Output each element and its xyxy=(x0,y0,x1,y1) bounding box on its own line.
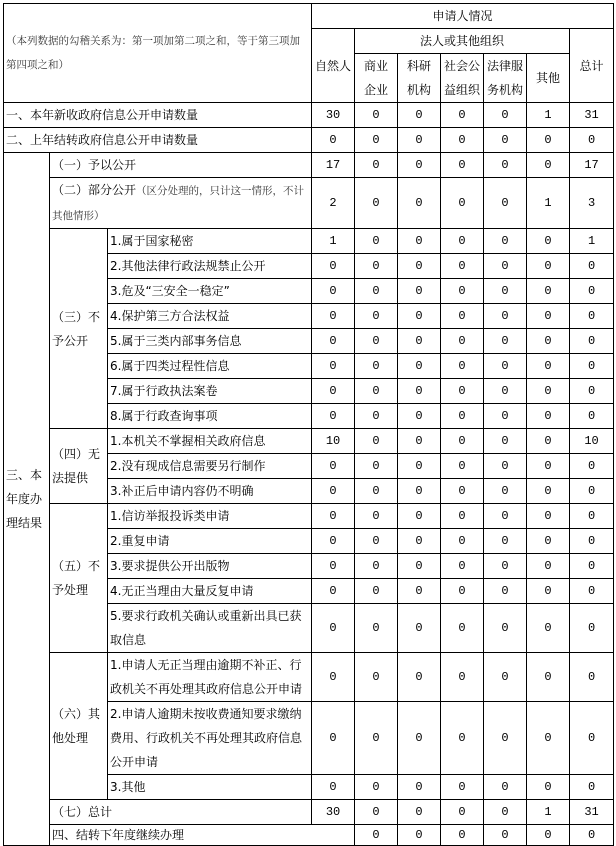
cell: 0 xyxy=(570,702,614,775)
cell: 1 xyxy=(312,229,355,254)
cell: 0 xyxy=(355,825,398,846)
row-label: 2.没有现成信息需要另行制作 xyxy=(108,454,312,479)
cell: 1 xyxy=(527,178,570,229)
cell: 30 xyxy=(312,103,355,128)
subsection-label: （五）不予处理 xyxy=(50,504,108,653)
cell: 0 xyxy=(527,379,570,404)
cell: 0 xyxy=(484,429,527,454)
cell: 0 xyxy=(398,454,441,479)
cell: 0 xyxy=(484,304,527,329)
header-note: （本列数据的勾稽关系为：第一项加第二项之和，等于第三项加第四项之和） xyxy=(4,4,312,103)
cell: 0 xyxy=(570,279,614,304)
cell: 0 xyxy=(484,354,527,379)
cell: 0 xyxy=(312,279,355,304)
row-label xyxy=(50,178,312,229)
cell: 0 xyxy=(312,404,355,429)
cell: 0 xyxy=(312,354,355,379)
cell: 0 xyxy=(570,504,614,529)
cell: 0 xyxy=(484,479,527,504)
cell: 0 xyxy=(484,254,527,279)
row-label: （七）总计 xyxy=(50,800,312,825)
cell: 0 xyxy=(484,504,527,529)
section3-label: 三、本年度办理结果 xyxy=(4,153,50,846)
cell: 0 xyxy=(312,775,355,800)
cell: 0 xyxy=(355,128,398,153)
cell: 0 xyxy=(570,604,614,653)
cell: 0 xyxy=(355,504,398,529)
cell: 0 xyxy=(441,178,484,229)
row-label: 5.属于三类内部事务信息 xyxy=(108,329,312,354)
header-public-welfare-line1: 社会公 xyxy=(444,59,481,73)
cell: 0 xyxy=(398,800,441,825)
cell: 0 xyxy=(570,454,614,479)
cell: 0 xyxy=(312,454,355,479)
header-applicant-group: 申请人情况 xyxy=(312,4,614,29)
table-row xyxy=(4,653,614,702)
row-label: 1.本机关不掌握相关政府信息 xyxy=(108,429,312,454)
row-label: 7.属于行政执法案卷 xyxy=(108,379,312,404)
cell: 0 xyxy=(312,579,355,604)
cell: 0 xyxy=(312,529,355,554)
cell: 0 xyxy=(312,329,355,354)
cell: 0 xyxy=(355,653,398,702)
cell: 0 xyxy=(355,329,398,354)
table-row xyxy=(4,128,614,153)
cell: 0 xyxy=(441,454,484,479)
row-label: 2.重复申请 xyxy=(108,529,312,554)
cell: 0 xyxy=(527,775,570,800)
row-label-text: （二）部分公开 xyxy=(52,183,137,197)
cell: 0 xyxy=(527,579,570,604)
cell: 0 xyxy=(484,653,527,702)
cell: 0 xyxy=(527,479,570,504)
cell: 0 xyxy=(398,775,441,800)
row-label: 一、本年新收政府信息公开申请数量 xyxy=(4,103,312,128)
cell: 0 xyxy=(398,103,441,128)
cell: 0 xyxy=(355,304,398,329)
header-research-line1: 科研 xyxy=(407,59,432,73)
cell: 0 xyxy=(441,329,484,354)
cell: 0 xyxy=(441,702,484,775)
cell: 17 xyxy=(570,153,614,178)
row-label: 4.无正当理由大量反复申请 xyxy=(108,579,312,604)
cell: 0 xyxy=(527,153,570,178)
cell: 0 xyxy=(355,429,398,454)
cell: 0 xyxy=(570,825,614,846)
cell: 0 xyxy=(355,454,398,479)
cell: 0 xyxy=(484,279,527,304)
table-row xyxy=(4,800,614,825)
cell: 0 xyxy=(312,702,355,775)
cell: 0 xyxy=(441,254,484,279)
cell: 0 xyxy=(570,554,614,579)
row-label: 1.申请人无正当理由逾期不补正、行政机关不再处理其政府信息公开申请 xyxy=(108,653,312,702)
row-label: （一）予以公开 xyxy=(50,153,312,178)
cell: 0 xyxy=(484,404,527,429)
cell: 31 xyxy=(570,103,614,128)
cell: 0 xyxy=(441,504,484,529)
cell: 0 xyxy=(398,229,441,254)
row-label: 4.保护第三方合法权益 xyxy=(108,304,312,329)
cell: 0 xyxy=(398,254,441,279)
cell: 0 xyxy=(355,279,398,304)
cell: 30 xyxy=(312,800,355,825)
cell: 0 xyxy=(484,604,527,653)
subsection-label: （四）无法提供 xyxy=(50,429,108,504)
cell: 0 xyxy=(570,775,614,800)
cell: 0 xyxy=(527,354,570,379)
table-row xyxy=(4,825,614,846)
cell: 0 xyxy=(398,279,441,304)
cell: 0 xyxy=(484,702,527,775)
header-public-welfare xyxy=(441,54,484,103)
cell: 0 xyxy=(484,454,527,479)
cell: 0 xyxy=(570,304,614,329)
cell: 0 xyxy=(312,128,355,153)
row-label: 3.其他 xyxy=(108,775,312,800)
cell: 0 xyxy=(398,329,441,354)
cell: 0 xyxy=(398,178,441,229)
row-label: 3.补正后申请内容仍不明确 xyxy=(108,479,312,504)
cell: 0 xyxy=(441,653,484,702)
cell: 0 xyxy=(527,329,570,354)
cell: 0 xyxy=(527,702,570,775)
cell: 0 xyxy=(570,653,614,702)
cell: 0 xyxy=(441,825,484,846)
cell: 0 xyxy=(527,529,570,554)
cell: 0 xyxy=(570,404,614,429)
cell: 0 xyxy=(398,404,441,429)
cell: 0 xyxy=(441,128,484,153)
cell: 0 xyxy=(484,529,527,554)
row-label: 8.属于行政查询事项 xyxy=(108,404,312,429)
cell: 0 xyxy=(441,529,484,554)
cell: 0 xyxy=(441,579,484,604)
cell: 0 xyxy=(355,379,398,404)
cell: 0 xyxy=(570,254,614,279)
cell: 0 xyxy=(527,653,570,702)
cell: 0 xyxy=(398,379,441,404)
cell: 0 xyxy=(441,479,484,504)
cell: 10 xyxy=(570,429,614,454)
header-business xyxy=(355,54,398,103)
header-legal-service-line1: 法律服 xyxy=(487,59,524,73)
cell: 0 xyxy=(398,504,441,529)
cell: 0 xyxy=(398,604,441,653)
cell: 3 xyxy=(570,178,614,229)
cell: 0 xyxy=(441,604,484,653)
cell: 0 xyxy=(441,229,484,254)
cell: 0 xyxy=(398,702,441,775)
cell: 1 xyxy=(527,103,570,128)
cell: 0 xyxy=(398,479,441,504)
subsection-label: （六）其他处理 xyxy=(50,653,108,800)
cell: 0 xyxy=(527,304,570,329)
cell: 0 xyxy=(355,702,398,775)
cell: 0 xyxy=(441,103,484,128)
cell: 0 xyxy=(527,825,570,846)
row-label: 1.信访举报投诉类申请 xyxy=(108,504,312,529)
cell: 2 xyxy=(312,178,355,229)
cell: 0 xyxy=(355,254,398,279)
cell: 0 xyxy=(355,479,398,504)
header-legal-service-line2: 务机构 xyxy=(487,83,524,97)
cell: 0 xyxy=(398,529,441,554)
cell: 0 xyxy=(441,775,484,800)
cell: 0 xyxy=(398,429,441,454)
row-label: 3.要求提供公开出版物 xyxy=(108,554,312,579)
cell: 0 xyxy=(398,153,441,178)
cell: 0 xyxy=(355,579,398,604)
header-business-line1: 商业 xyxy=(364,59,389,73)
cell: 0 xyxy=(355,103,398,128)
cell: 0 xyxy=(527,404,570,429)
row-label: 二、上年结转政府信息公开申请数量 xyxy=(4,128,312,153)
header-total: 总计 xyxy=(570,29,614,103)
cell: 0 xyxy=(527,128,570,153)
cell: 0 xyxy=(312,479,355,504)
cell: 0 xyxy=(355,775,398,800)
header-business-line2: 企业 xyxy=(364,83,389,97)
cell: 0 xyxy=(570,128,614,153)
cell: 0 xyxy=(570,579,614,604)
cell: 0 xyxy=(570,529,614,554)
cell: 0 xyxy=(441,379,484,404)
header-other: 其他 xyxy=(527,54,570,103)
header-research xyxy=(398,54,441,103)
header-natural-person: 自然人 xyxy=(312,29,355,103)
cell: 0 xyxy=(355,178,398,229)
header-public-welfare-line2: 益组织 xyxy=(444,83,481,97)
header-legal-service xyxy=(484,54,527,103)
cell: 0 xyxy=(484,825,527,846)
table-row xyxy=(4,103,614,128)
table-row xyxy=(4,178,614,229)
cell: 0 xyxy=(527,504,570,529)
row-label: 1.属于国家秘密 xyxy=(108,229,312,254)
cell: 0 xyxy=(441,354,484,379)
row-label: 四、结转下年度继续办理 xyxy=(50,825,355,846)
cell: 0 xyxy=(484,554,527,579)
cell: 0 xyxy=(398,354,441,379)
cell: 0 xyxy=(355,404,398,429)
cell: 0 xyxy=(484,178,527,229)
cell: 0 xyxy=(484,775,527,800)
cell: 0 xyxy=(570,479,614,504)
row-label: 6.属于四类过程性信息 xyxy=(108,354,312,379)
cell: 0 xyxy=(441,404,484,429)
table-row xyxy=(4,229,614,254)
cell: 0 xyxy=(398,825,441,846)
cell: 0 xyxy=(527,604,570,653)
cell: 0 xyxy=(527,429,570,454)
cell: 0 xyxy=(441,800,484,825)
cell: 0 xyxy=(527,254,570,279)
cell: 0 xyxy=(355,529,398,554)
cell: 0 xyxy=(441,554,484,579)
row-label-note: （区分处理的，只计这一情形，不计其他情形） xyxy=(52,185,305,222)
row-label: 2.申请人逾期未按收费通知要求缴纳费用、行政机关不再处理其政府信息公开申请 xyxy=(108,702,312,775)
header-research-line2: 机构 xyxy=(407,83,432,97)
cell: 0 xyxy=(312,653,355,702)
cell: 0 xyxy=(355,800,398,825)
cell: 0 xyxy=(570,379,614,404)
cell: 0 xyxy=(484,379,527,404)
subsection-label: （三）不予公开 xyxy=(50,229,108,429)
row-label: 3.危及“三安全一稳定” xyxy=(108,279,312,304)
cell: 0 xyxy=(355,604,398,653)
cell: 0 xyxy=(355,554,398,579)
cell: 0 xyxy=(398,304,441,329)
info-disclosure-table xyxy=(3,3,614,846)
row-label: 5.要求行政机关确认或重新出具已获取信息 xyxy=(108,604,312,653)
cell: 0 xyxy=(355,229,398,254)
cell: 0 xyxy=(484,128,527,153)
cell: 0 xyxy=(355,153,398,178)
cell: 0 xyxy=(398,554,441,579)
header-legal-group: 法人或其他组织 xyxy=(355,29,570,54)
cell: 0 xyxy=(312,254,355,279)
cell: 0 xyxy=(398,579,441,604)
cell: 0 xyxy=(484,800,527,825)
cell: 0 xyxy=(570,329,614,354)
cell: 17 xyxy=(312,153,355,178)
cell: 0 xyxy=(312,554,355,579)
cell: 0 xyxy=(441,153,484,178)
cell: 0 xyxy=(570,354,614,379)
cell: 1 xyxy=(570,229,614,254)
cell: 0 xyxy=(441,304,484,329)
cell: 0 xyxy=(312,604,355,653)
cell: 0 xyxy=(312,304,355,329)
cell: 0 xyxy=(441,279,484,304)
cell: 0 xyxy=(312,379,355,404)
cell: 0 xyxy=(484,329,527,354)
cell: 0 xyxy=(355,354,398,379)
cell: 0 xyxy=(441,429,484,454)
table-row xyxy=(4,153,614,178)
cell: 0 xyxy=(484,579,527,604)
cell: 0 xyxy=(527,454,570,479)
cell: 0 xyxy=(398,128,441,153)
cell: 31 xyxy=(570,800,614,825)
cell: 0 xyxy=(484,229,527,254)
row-label: 2.其他法律行政法规禁止公开 xyxy=(108,254,312,279)
cell: 0 xyxy=(527,279,570,304)
cell: 1 xyxy=(527,800,570,825)
cell: 0 xyxy=(484,153,527,178)
cell: 0 xyxy=(398,653,441,702)
cell: 0 xyxy=(312,504,355,529)
table-row xyxy=(4,504,614,529)
cell: 0 xyxy=(527,229,570,254)
cell: 0 xyxy=(484,103,527,128)
cell: 0 xyxy=(527,554,570,579)
cell: 10 xyxy=(312,429,355,454)
table-row xyxy=(4,429,614,454)
